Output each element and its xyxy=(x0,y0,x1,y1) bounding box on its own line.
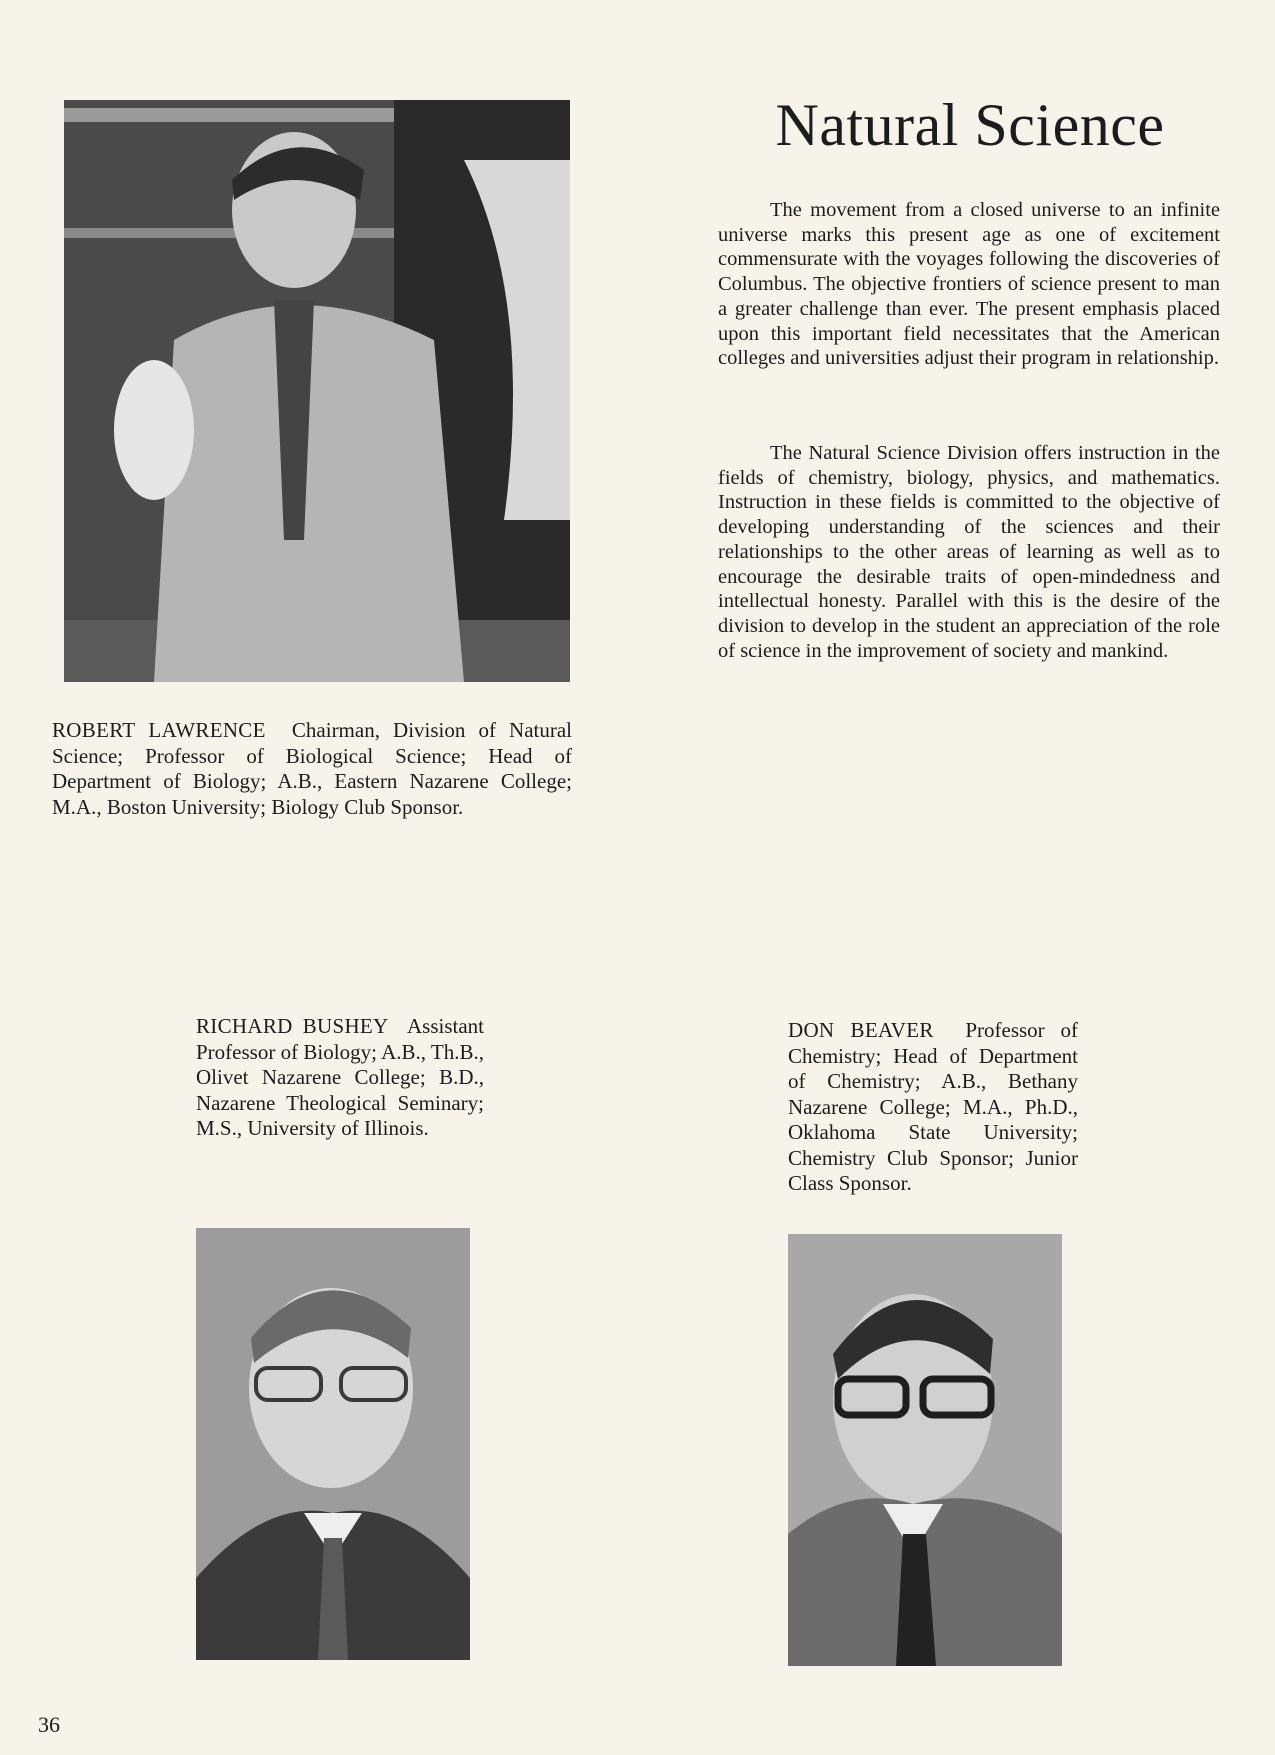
faculty-description: Professor of Chemistry; Head of Department of Chemistry; A.B., Bethany Nazarene College; M.A., Ph.D., Oklahoma State University; Chemistry Club Sponsor; Junior Class Sponsor. xyxy=(788,1018,1078,1195)
page-title: Natural Science xyxy=(775,92,1165,158)
photo-robert-lawrence xyxy=(64,100,570,682)
article-paragraph-1: The movement from a closed universe to an infinite universe marks this present age as one of excitement commensurate with the voyages following the discoveries of Columbus. The objective frontiers of science present to man a greater challenge than ever. The present emphasis placed upon this important field necessitates that the American colleges and universities adjust their program in relationship. xyxy=(718,199,1220,370)
faculty-description: Assistant Professor of Biology; A.B., Th.B., Olivet Nazarene College; B.D., Nazarene Theological Seminary; M.S., University of Illinois. xyxy=(196,1014,484,1140)
faculty-name: RICHARD BUSHEY xyxy=(196,1014,389,1038)
article-paragraph-2: The Natural Science Division offers instruction in the fields of chemistry, biology, physics, and mathematics. Instruction in these fields is committed to the objective of developing understanding of the sciences and their relationships to the other areas of learning as well as to encourage the desirable traits of open-mindedness and intellectual honesty. Parallel with this is the desire of the division to develop in the student an appreciation of the role of science in the improvement of society and mankind. xyxy=(718,442,1220,662)
caption-richard-bushey xyxy=(196,1014,484,1142)
caption-don-beaver xyxy=(788,1018,1078,1197)
photo-richard-bushey xyxy=(196,1228,470,1660)
photo-richard-bushey-image xyxy=(196,1228,470,1660)
caption-robert-lawrence xyxy=(52,718,572,820)
faculty-name: DON BEAVER xyxy=(788,1018,934,1042)
photo-don-beaver-image xyxy=(788,1234,1062,1666)
photo-robert-lawrence-image xyxy=(64,100,570,682)
faculty-name: ROBERT LAWRENCE xyxy=(52,718,266,742)
faculty-description: Chairman, Division of Natural Science; Professor of Biological Science; Head of Department of Biology; A.B., Eastern Nazarene College; M.A., Boston University; Biology Club Sponsor. xyxy=(52,718,572,819)
photo-don-beaver xyxy=(788,1234,1062,1666)
page-number: 36 xyxy=(38,1712,60,1737)
